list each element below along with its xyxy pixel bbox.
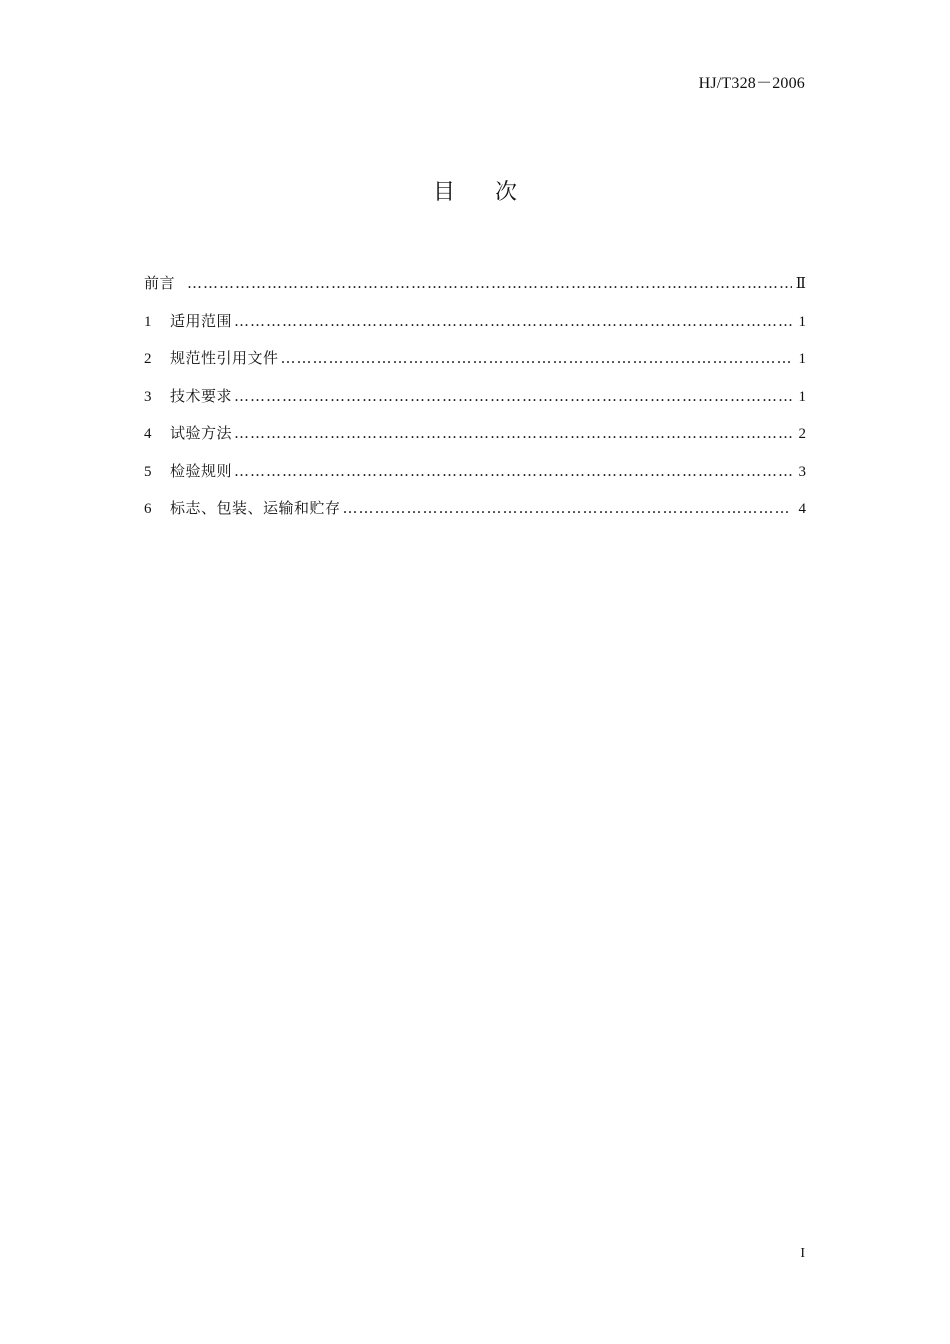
toc-leader-dots — [187, 274, 792, 292]
toc-entry-marking-packaging[interactable] — [144, 497, 806, 535]
toc-entry-label: 技术要求 — [170, 386, 233, 405]
toc-leader-dots — [234, 462, 792, 480]
toc-entry-inspection-rules[interactable] — [144, 460, 806, 498]
toc-entry-number: 4 — [144, 426, 152, 442]
page-number: I — [800, 1246, 805, 1261]
document-code: HJ/T328－2006 — [698, 75, 805, 92]
toc-leader-dots — [234, 387, 792, 405]
toc-entry-technical-requirements[interactable] — [144, 385, 806, 423]
title-char-1: 目 — [432, 180, 455, 205]
toc-leader-dots — [234, 312, 792, 330]
toc-entry-number: 6 — [144, 501, 152, 517]
toc-entry-number: 2 — [144, 351, 152, 367]
toc-entry-page: 2 — [798, 426, 806, 442]
title-char-2: 次 — [495, 180, 518, 205]
toc-entry-page: 3 — [798, 463, 806, 480]
table-of-contents — [144, 272, 806, 535]
toc-leader-dots — [343, 499, 792, 517]
toc-leader-dots — [234, 424, 792, 442]
toc-entry-page: Ⅱ — [795, 276, 806, 292]
toc-entry-label: 适用范围 — [170, 311, 233, 330]
toc-entry-number: 5 — [144, 463, 152, 480]
toc-entry-normative-references[interactable] — [144, 347, 806, 385]
toc-entry-page: 1 — [798, 313, 806, 330]
toc-entry-number: 1 — [144, 313, 152, 330]
toc-entry-page: 1 — [798, 388, 806, 405]
toc-entry-page: 1 — [798, 351, 806, 367]
toc-entry-page: 4 — [798, 501, 806, 517]
toc-entry-label: 标志、包装、运输和贮存 — [170, 499, 341, 517]
toc-entry-label: 检验规则 — [170, 461, 233, 480]
toc-entry-scope[interactable] — [144, 310, 806, 348]
page-title — [0, 175, 950, 206]
toc-leader-dots — [281, 349, 792, 367]
toc-entry-test-methods[interactable] — [144, 422, 806, 460]
toc-entry-label: 试验方法 — [170, 424, 233, 442]
toc-entry-preface[interactable] — [144, 272, 806, 310]
toc-entry-label: 前言 — [144, 274, 176, 292]
toc-entry-label: 规范性引用文件 — [170, 349, 279, 367]
toc-entry-number: 3 — [144, 388, 152, 405]
